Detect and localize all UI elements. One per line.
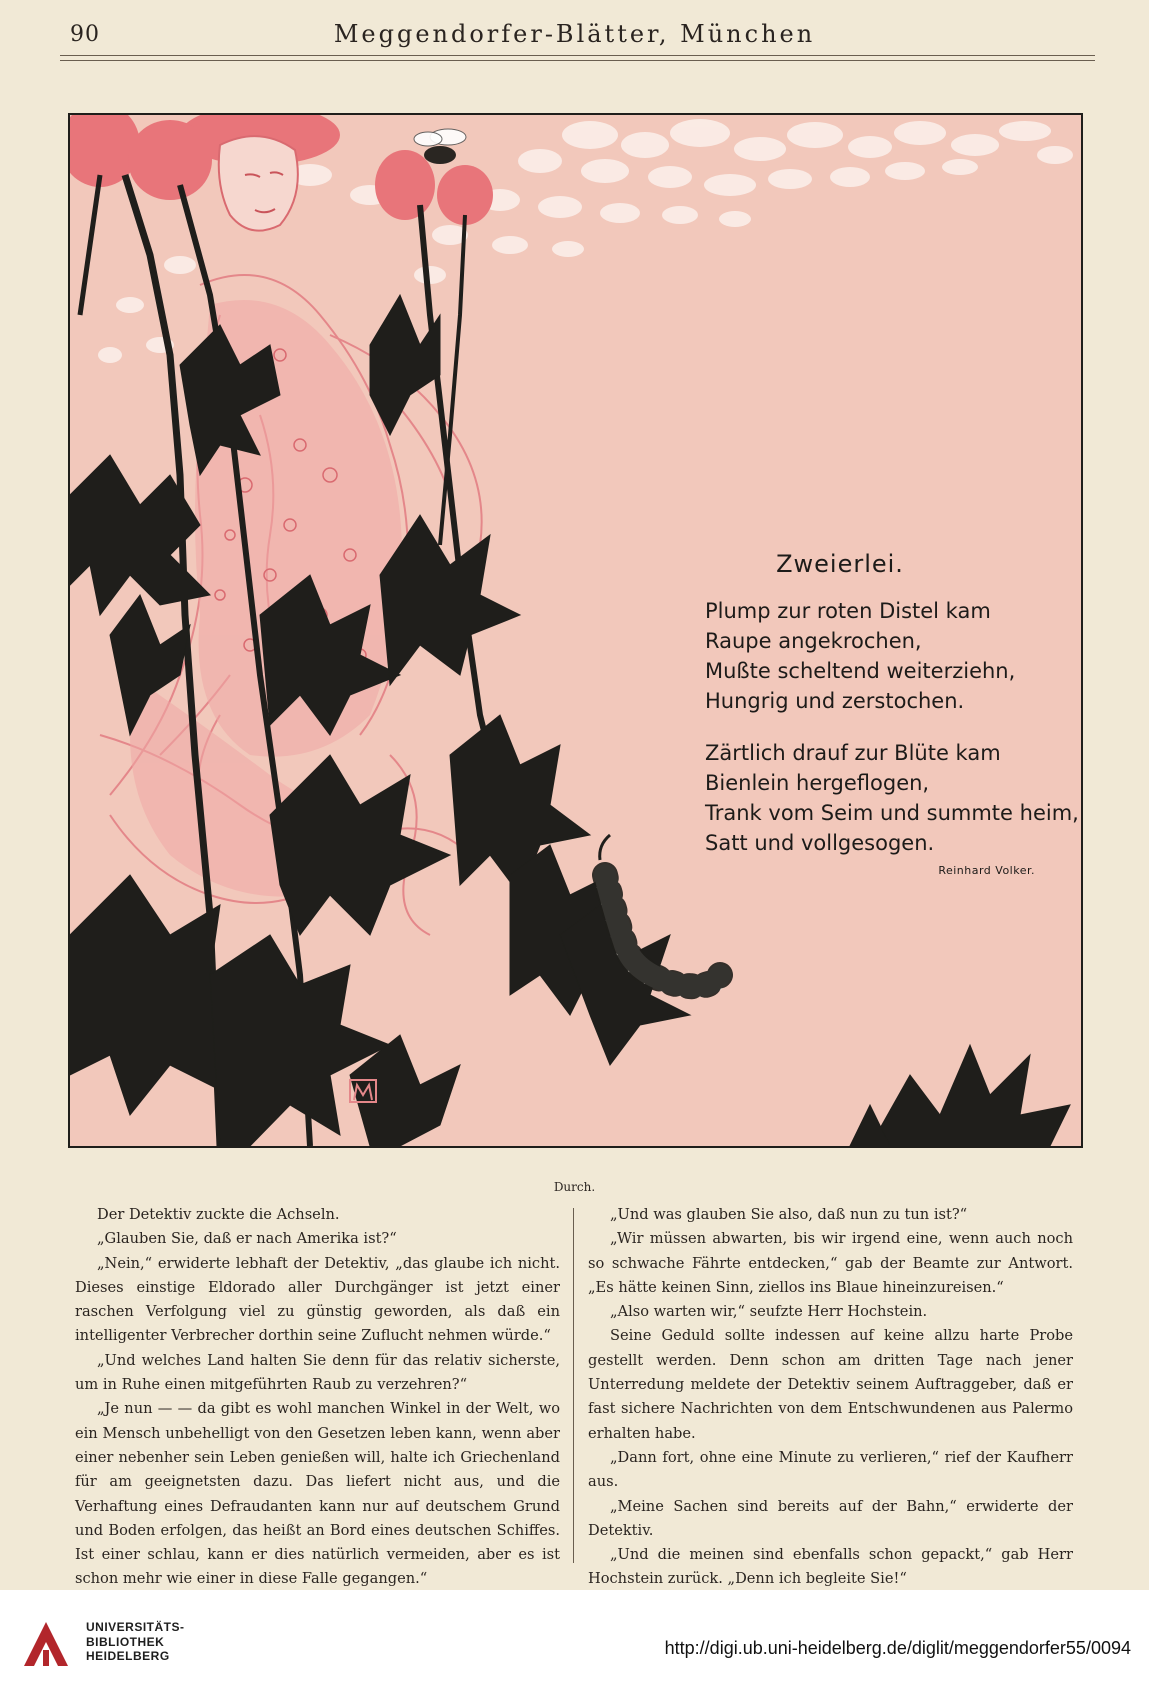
paragraph: Seine Geduld sollte indessen auf keine allzu harte Probe gestellt werden. Denn schon am dritten Tage nach jener Unterredung meldete der Detektiv seinem Auftraggeber, daß er fast sichere Nachrichten von dem Entschwundenen aus Palermo erhalten habe. <box>588 1327 1073 1442</box>
paragraph: Der Detektiv zuckte die Achseln. <box>97 1206 340 1223</box>
header-rule <box>60 60 1095 61</box>
library-name-line: HEIDELBERG <box>86 1649 170 1663</box>
poem-stanza <box>705 738 1083 858</box>
paragraph: „Je nun — — da gibt es wohl manchen Winkel in der Welt, wo ein Mensch unbehelligt von den Gesetzen leben kann, wenn aber einer nebenher sein Leben genießen will, halte ich Griechenland für am geeignetsten dazu. Das liefert nicht aus, und die Verhaftung eines Defraudanten kann nur auf deutschem Grund und Boden erfolgen, das heißt an Bord eines deutschen Schiffes. Ist einer schlau, kann er dies natürlich vermeiden, aber es ist schon mehr wie einer in diese Falle gegangen.“ <box>75 1400 560 1588</box>
column-divider <box>573 1208 574 1563</box>
paragraph: „Glauben Sie, daß er nach Amerika ist?“ <box>97 1230 397 1248</box>
poem-line: Hungrig und zerstochen. <box>705 689 965 713</box>
poem-line: Mußte scheltend weiterziehn, <box>705 659 1016 683</box>
paragraph: „Dann fort, ohne eine Minute zu verlieren,“ rief der Kaufherr aus. <box>588 1448 1073 1491</box>
poem-stanza <box>705 596 1083 716</box>
page-header <box>0 0 1149 80</box>
running-title: Meggendorfer-Blätter, München <box>333 20 816 48</box>
paragraph: „Wir müssen abwarten, bis wir irgend eine, wenn auch noch so schwache Fährte entdecken,“ gab der Beamte zur Antwort. „Es hätte keinen Sinn, ziellos ins Blaue hineinzureisen.“ <box>588 1230 1073 1296</box>
source-url-link[interactable]: http://digi.ub.uni-heidelberg.de/diglit/meggendorfer55/0094 <box>664 1638 1131 1658</box>
paragraph: „Also warten wir,“ seufzte Herr Hochstein. <box>610 1303 928 1321</box>
story-right-column <box>588 1203 1073 1592</box>
paragraph: „Und was glauben Sie also, daß nun zu tun ist?“ <box>610 1206 968 1223</box>
story-caption: Durch. <box>553 1180 596 1194</box>
header-rule <box>60 55 1095 56</box>
poem-line: Raupe angekrochen, <box>705 629 922 653</box>
paragraph: „Meine Sachen sind bereits auf der Bahn,“ erwiderte der Detektiv. <box>588 1497 1073 1539</box>
paragraph: „Nein,“ erwiderte lebhaft der Detektiv, „das glaube ich nicht. Dieses einstige Eldorado aller Durchgänger ist jetzt einer raschen Verfolgung viel zu günstig geworden, als daß ein intelligenter Verbrecher dorthin seine Zuflucht nehmen würde.“ <box>75 1254 560 1345</box>
poem <box>705 550 1083 877</box>
illustration <box>68 113 1083 1148</box>
poem-title: Zweierlei. <box>776 550 904 578</box>
library-name-line: BIBLIOTHEK <box>86 1634 165 1649</box>
poem-line: Satt und vollgesogen. <box>705 831 935 855</box>
poem-author: Reinhard Volker. <box>938 864 1035 877</box>
footer-bar <box>0 1590 1149 1700</box>
poem-line: Zärtlich drauf zur Blüte kam <box>705 741 1001 765</box>
library-logo-icon[interactable] <box>16 1614 76 1674</box>
paragraph: „Und welches Land halten Sie denn für das relativ sicherste, um in Ruhe einen mitgeführten Raub zu verzehren?“ <box>75 1351 560 1394</box>
library-name-line: UNIVERSITÄTS- <box>86 1620 185 1634</box>
poem-line: Plump zur roten Distel kam <box>705 599 991 623</box>
paragraph: „Und die meinen sind ebenfalls schon gepackt,“ gab Herr Hochstein zurück. „Denn ich begleite Sie!“ <box>588 1546 1073 1588</box>
story-left-column <box>75 1203 560 1592</box>
library-name[interactable] <box>86 1620 185 1664</box>
page-number: 90 <box>70 22 100 47</box>
poem-line: Bienlein hergeflogen, <box>705 771 930 795</box>
poem-line: Trank vom Seim und summte heim, <box>705 801 1079 825</box>
